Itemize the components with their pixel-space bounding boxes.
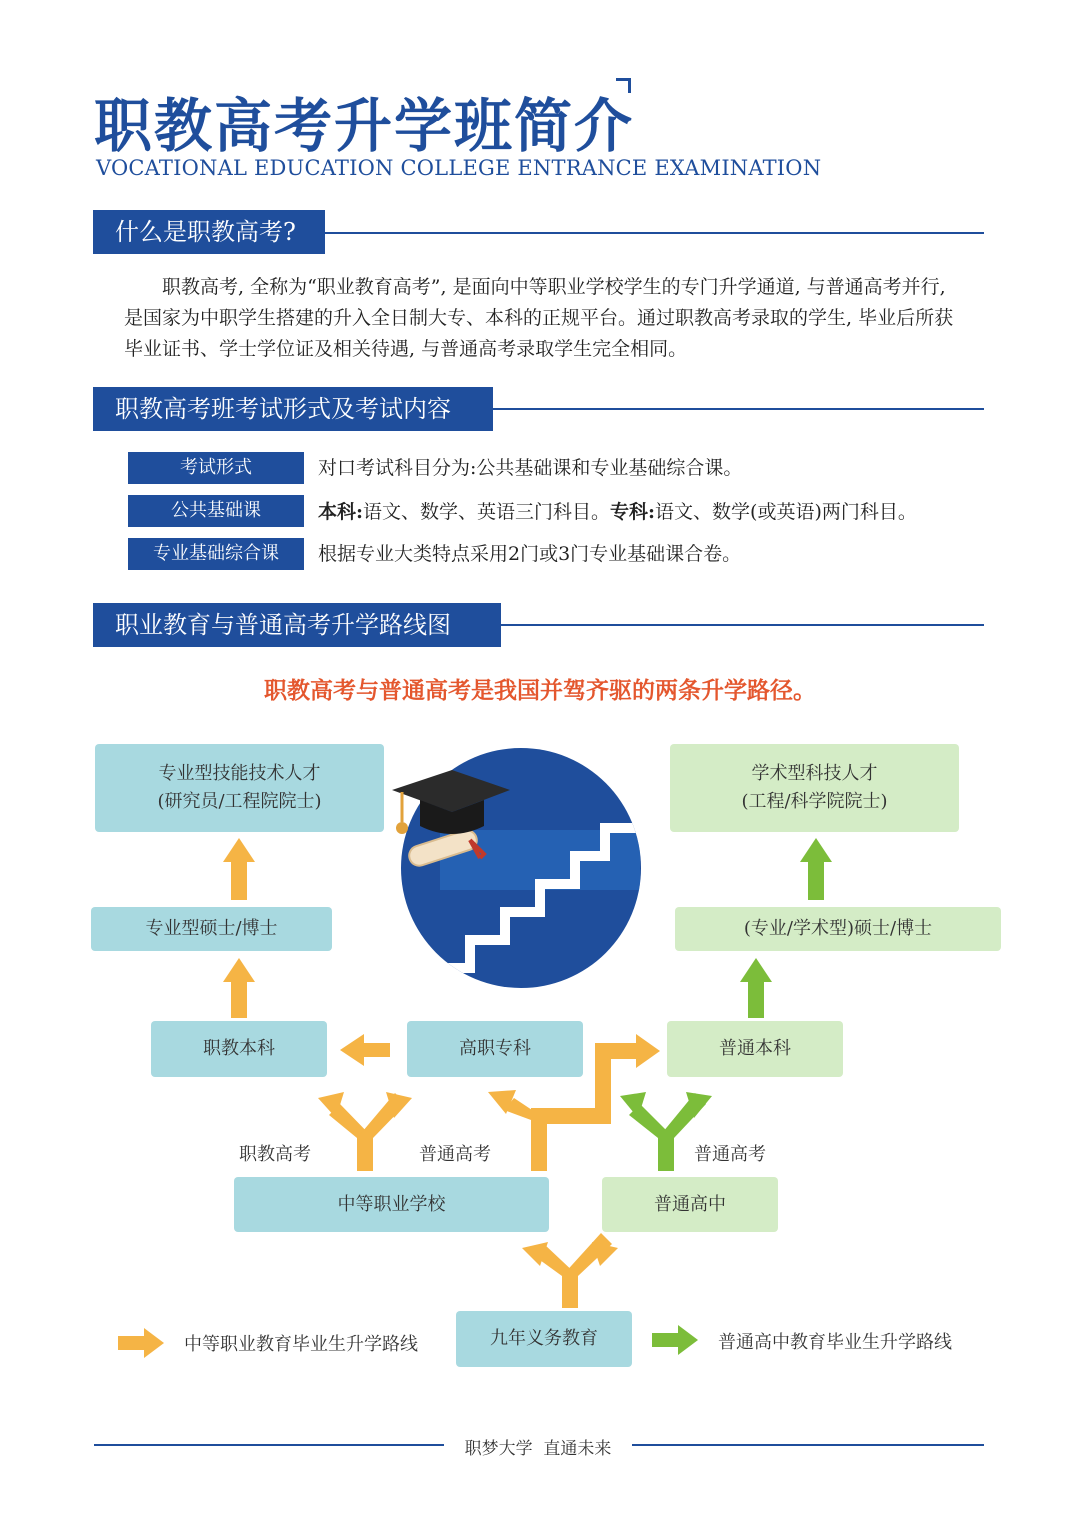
- box-professional-talent: [95, 744, 384, 832]
- graduation-cap-stairs-icon: [380, 748, 641, 1000]
- legend-green-route: 普通高中教育毕业生升学路线: [718, 1332, 952, 1353]
- page-subtitle: VOCATIONAL EDUCATION COLLEGE ENTRANCE EXAMINATION: [96, 156, 822, 180]
- footer-divider-left: [94, 1444, 444, 1446]
- associate-subjects: 语文、数学(或英语)两门科目。: [655, 501, 917, 523]
- box-regular-high-school: 普通高中: [602, 1177, 778, 1232]
- box-nine-year-education: 九年义务教育: [456, 1311, 632, 1367]
- intro-paragraph: 职教高考, 全称为“职业教育高考”, 是面向中等职业学校学生的专门升学通道, 与普通高考并行, 是国家为中职学生搭建的升入全日制大专、本科的正规平台。通过职教高考录取的学生, 毕业后所获毕业证书、学士学位证及相关待遇, 与普通高考录取学生完全相同。: [124, 276, 954, 360]
- footer-divider-right: [632, 1444, 984, 1446]
- box-academic-talent: [670, 744, 959, 832]
- box-professional-master: 专业型硕士/博士: [91, 907, 332, 951]
- pathway-slogan: 职教高考与普通高考是我国并驾齐驱的两条升学路径。: [264, 677, 816, 704]
- box-higher-vocational: 高职专科: [407, 1021, 583, 1077]
- academic-talent-line2: (工程/科学院院士): [741, 791, 888, 812]
- box-vocational-bachelor: 职教本科: [151, 1021, 327, 1077]
- legend-orange-route: 中等职业教育毕业生升学路线: [184, 1334, 418, 1355]
- label-regular-exam-left: 普通高考: [419, 1144, 491, 1165]
- professional-talent-line1: 专业型技能技术人才: [158, 763, 321, 784]
- professional-talent-line2: (研究员/工程院院士): [157, 791, 322, 812]
- label-regular-exam-right: 普通高考: [694, 1144, 766, 1165]
- box-academic-master: (专业/学术型)硕士/博士: [675, 907, 1001, 951]
- section-heading-what-is: 什么是职教高考?: [93, 210, 325, 254]
- section-heading-pathway: 职业教育与普通高考升学路线图: [93, 603, 501, 647]
- label-vocational-exam: 职教高考: [239, 1144, 311, 1165]
- footer-slogan: 职梦大学 直通未来: [464, 1439, 612, 1459]
- section-heading-exam-format: 职教高考班考试形式及考试内容: [93, 387, 493, 431]
- bachelor-subjects: 语文、数学、英语三门科目。: [363, 501, 611, 523]
- bachelor-label: 本科:: [318, 501, 364, 523]
- tag-professional-courses: 专业基础综合课: [128, 538, 304, 570]
- page-title: 职教高考升学班简介: [94, 92, 635, 160]
- exam-format-text: 对口考试科目分为:公共基础课和专业基础综合课。: [318, 457, 743, 479]
- box-secondary-vocational-school: 中等职业学校: [234, 1177, 549, 1232]
- professional-courses-text: 根据专业大类特点采用2门或3门专业基础课合卷。: [318, 543, 742, 565]
- tag-exam-format: 考试形式: [128, 452, 304, 484]
- associate-label: 专科:: [610, 501, 656, 523]
- tag-public-courses: 公共基础课: [128, 495, 304, 527]
- box-regular-bachelor: 普通本科: [667, 1021, 843, 1077]
- academic-talent-line1: 学术型科技人才: [751, 763, 878, 784]
